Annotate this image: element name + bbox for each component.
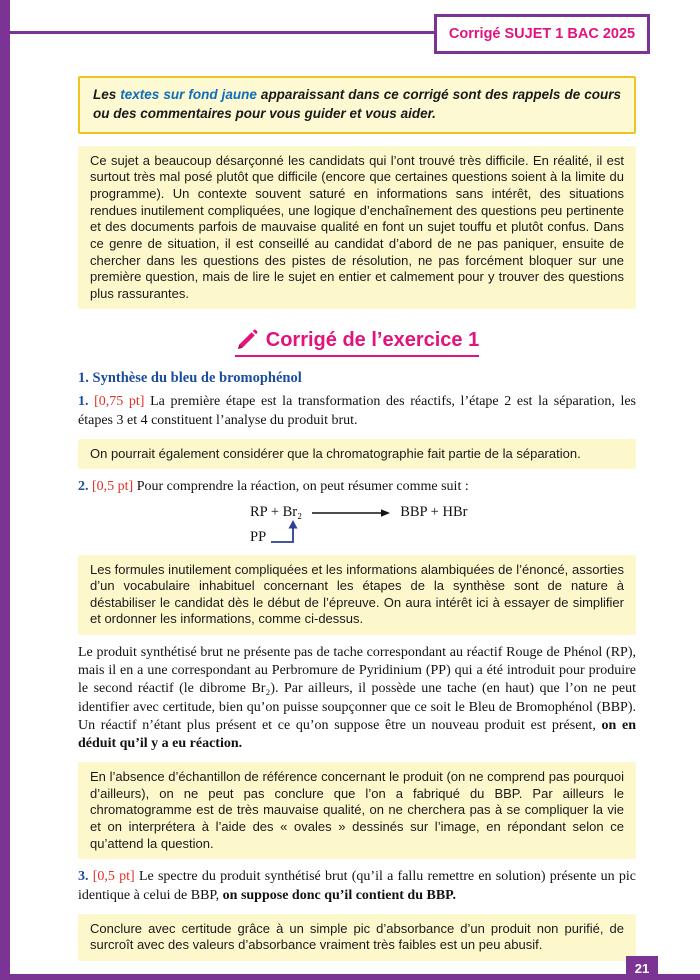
preamble-note-box	[78, 146, 636, 310]
exercise-title	[78, 323, 636, 360]
question-1-text: La première étape est la transformation des réactifs, l’étape 2 est la séparation, les étapes 3 et 4 constituent l’analyse du produit brut.	[78, 394, 637, 428]
analysis-note-box	[78, 762, 636, 859]
question-2-note-box	[78, 555, 636, 636]
question-3-points: [0,5 pt]	[92, 869, 135, 885]
question-1-note-text: On pourrait également considérer que la chromatographie fait partie de la séparation.	[90, 445, 581, 461]
equation-catalyst: PP	[250, 528, 267, 545]
question-3-conclusion-bold: on suppose donc qu’il contient du BBP.	[222, 887, 456, 903]
question-2-note-text: Les formules inutilement compliquées et les informations alambiquées de l’énoncé, assorties d’un vocabulaire inhabituel concernant les étapes de la synthèse sont de nature à déstabiliser le candidat dès le début de l’épreuve. On aura intérêt ici à essayer de simplifier et ordonner les informations, comme ci-dessus.	[90, 561, 624, 627]
catalyst-arrow-icon	[269, 518, 303, 546]
question-2-text: Pour comprendre la réaction, on peut résumer comme suit :	[136, 479, 469, 495]
header-rule	[10, 31, 434, 34]
question-1-note-box	[78, 439, 636, 470]
question-3-text: Le spectre du produit synthétisé brut (qu’il a fallu remettre en solution) présente un pic identique à celui de BBP,	[78, 869, 637, 903]
intro-note-highlight: textes sur fond jaune	[120, 87, 257, 102]
preamble-text: Ce sujet a beaucoup désarçonné les candidats qui l’ont trouvé très difficile. En réalité, il est surtout très mal posé plutôt que difficile (encore que certaines questions soient à la limite du programme). Un contexte souvent saturé en informations sans intérêt, des situations rendues inutilement compliquées, une logique d’enchaînement des questions peu pertinente et des documents parfois de mauvaise qualité en font un sujet touffu et plutôt confus. Dans ce genre de situation, il est conseillé au candidat d’abord de ne pas paniquer, ensuite de chercher dans les questions des pistes de résolution, ne pas forcément bloquer sur une première question, mais de lire le sujet en entier et calmement pour y trouver des questions plus rassurantes.	[90, 152, 624, 301]
question-1	[78, 393, 636, 429]
exercise-title-underline	[235, 328, 479, 357]
reaction-arrow-icon	[312, 508, 390, 518]
exercise-title-text: Corrigé de l’exercice 1	[265, 328, 480, 351]
question-2	[78, 478, 636, 496]
page-content	[10, 76, 700, 970]
intro-note-box	[78, 76, 636, 134]
intro-note-prefix: Les	[93, 87, 121, 102]
section-1-heading: 1. Synthèse du bleu de bromophénol	[78, 370, 302, 387]
bottom-border-bar	[0, 974, 700, 980]
left-border-bar	[0, 0, 10, 980]
question-1-points: [0,75 pt]	[94, 394, 145, 410]
analysis-conclusion-bold: on en déduit qu’il y a eu réaction.	[78, 717, 636, 752]
page-number: 21	[634, 960, 650, 976]
question-2-points: [0,5 pt]	[92, 479, 134, 495]
question-1-number: 1.	[78, 394, 89, 410]
question-3-note-box	[78, 914, 636, 961]
pencil-icon	[235, 328, 259, 352]
analysis-paragraph	[78, 644, 636, 753]
analysis-note-text: En l’absence d’échantillon de référence concernant le produit (on ne comprend pas pourquoi d’ailleurs), on ne peut pas conclure que l’on a fabriqué du BBP. Par ailleurs le chromatogramme est de très mauvaise qualité, on ne cherchera pas à se compliquer la vie et on interprétera à l’aide des « ovales » dessinés sur l’image, en répondant selon ce qu’attend la question.	[90, 769, 624, 851]
question-3-number: 3.	[78, 869, 89, 885]
header-box	[434, 14, 650, 54]
question-3	[78, 868, 636, 904]
header-title: Corrigé SUJET 1 BAC 2025	[448, 26, 636, 42]
question-3-note-text: Conclure avec certitude grâce à un simple pic d’absorbance d’un produit non purifié, de surcroît avec des valeurs d’absorbance vraiment très faibles est un peu abusif.	[90, 920, 624, 953]
page-number-badge	[626, 956, 658, 980]
equation-products: BBP + HBr	[400, 504, 468, 521]
equation-reactants: RP + Br₂	[250, 504, 303, 521]
question-2-number: 2.	[78, 479, 89, 495]
reaction-equation	[250, 503, 636, 546]
analysis-text: Le produit synthétisé brut ne présente pas de tache correspondant au réactif Rouge de Phénol (RP), mais il en a une correspondant au Perbromure de Pyridinium (PP) qui a été introduit pour produire le second réactif (le dibrome Br₂). Par ailleurs, il possède une tache (en haut) que l’on ne peut identifier avec certitude, bien qu’on puisse soupçonner que ce soit le Bleu de Bromophénol (BBP). Un réactif n’étant plus présent et ce qu’on suppose être un nouveau produit est présent,	[78, 645, 636, 733]
intro-note-suffix: apparaissant dans ce corrigé sont des rappels de cours ou des commentaires pour vous guider et vous aider.	[93, 87, 622, 121]
